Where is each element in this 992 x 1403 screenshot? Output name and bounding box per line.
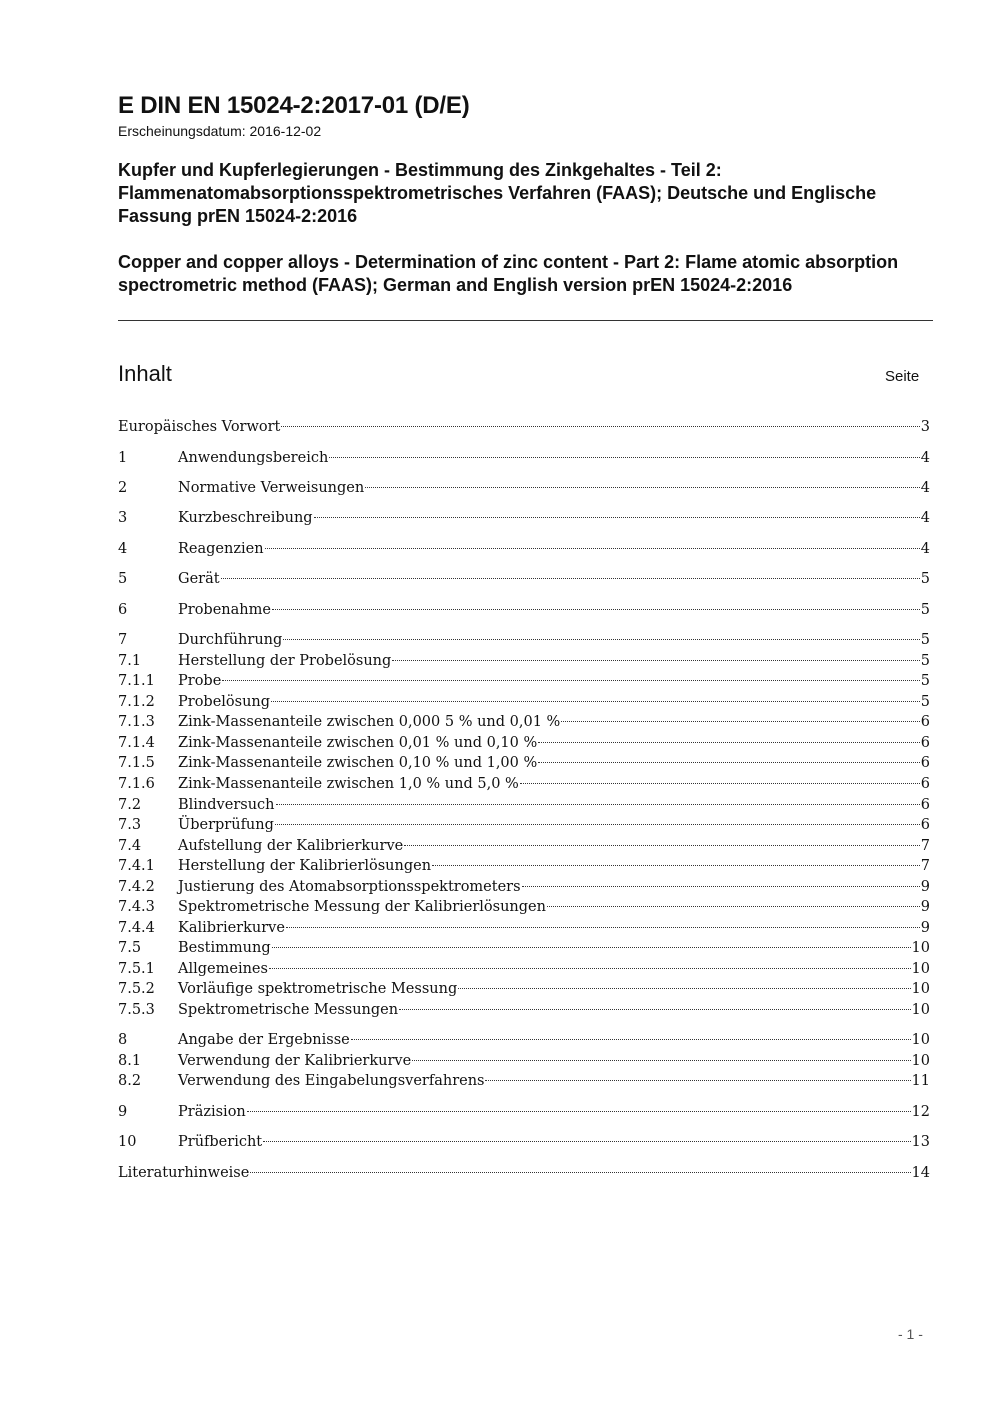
toc-entry-page: 6 [920,776,930,792]
toc-entry[interactable] [118,1000,930,1020]
toc-entry-page: 4 [920,510,930,526]
toc-entry[interactable] [118,959,930,979]
toc-dot-leader [538,742,919,743]
toc-entry-page: 6 [920,755,930,771]
toc-entry-title: Justierung des Atomabsorptionsspektrometers [178,879,521,895]
toc-dot-leader [271,701,920,702]
toc-dot-leader [314,517,920,518]
toc-entry-title: Angabe der Ergebnisse [178,1032,350,1048]
toc-entry-title: Zink-Massenanteile zwischen 0,01 % und 0,10 % [178,735,538,751]
toc-entry[interactable] [118,1102,930,1122]
toc-entry-page: 10 [911,981,930,997]
toc-entry-page: 10 [911,961,930,977]
toc-entry-title: Verwendung des Eingabelungsverfahrens [178,1073,485,1089]
toc-entry[interactable] [118,1163,930,1183]
toc-entry-title: Probelösung [178,694,271,710]
toc-entry-page: 9 [920,879,930,895]
toc-entry-number: 7.3 [118,817,142,833]
toc-dot-leader [547,906,920,907]
toc-dot-leader [458,988,910,989]
toc-dot-leader [272,947,911,948]
toc-entry-page: 6 [920,714,930,730]
toc-entry[interactable] [118,836,930,856]
toc-entry-number: 7.2 [118,797,142,813]
toc-entry[interactable] [118,795,930,815]
toc-entry-title: Überprüfung [178,817,274,833]
toc-entry-page: 12 [911,1104,930,1120]
toc-entry-title: Literaturhinweise [118,1165,250,1181]
toc-entry-number: 10 [118,1134,137,1150]
toc-dot-leader [561,721,919,722]
toc-entry-number: 7.1.3 [118,714,155,730]
toc-dot-leader [286,927,920,928]
toc-heading: Inhalt [118,361,172,386]
toc-entry-number: 7.1 [118,653,142,669]
toc-entry-number: 5 [118,571,128,587]
toc-entry[interactable] [118,539,930,559]
toc-dot-leader [275,824,920,825]
toc-entry-page: 7 [920,838,930,854]
toc-entry[interactable] [118,897,930,917]
toc-entry-title: Kurzbeschreibung [178,510,313,526]
toc-entry-page: 4 [920,541,930,557]
toc-entry[interactable] [118,692,930,712]
toc-entry[interactable] [118,508,930,528]
toc-entry[interactable] [118,651,930,671]
toc-entry[interactable] [118,417,930,437]
toc-entry-page: 9 [920,899,930,915]
toc-dot-leader [250,1172,910,1173]
toc-dot-leader [329,457,919,458]
toc-entry-page: 5 [920,632,930,648]
toc-dot-leader [269,968,911,969]
toc-entry-number: 7.1.5 [118,755,155,771]
title-german: Kupfer und Kupferlegierungen - Bestimmung des Zinkgehaltes - Teil 2: Flammenatomabsorptionsspektrometrisches Verfahren (FAAS); Deutsche und Englische Fassung prEN 15024-2:2016 [118,160,877,226]
toc-entry[interactable] [118,877,930,897]
toc-entry[interactable] [118,979,930,999]
toc-entry-title: Herstellung der Kalibrierlösungen [178,858,432,874]
toc-entry-title: Zink-Massenanteile zwischen 0,000 5 % und 0,01 % [178,714,561,730]
toc-entry-page: 3 [920,419,930,435]
toc-entry[interactable] [118,938,930,958]
toc-entry-number: 7.4.2 [118,879,155,895]
toc-entry-page: 5 [920,653,930,669]
toc-entry-number: 7.5.3 [118,1002,155,1018]
toc-entry-number: 7.4.1 [118,858,155,874]
toc-entry-title: Aufstellung der Kalibrierkurve [178,838,404,854]
toc-entry-page: 5 [920,673,930,689]
toc-entry[interactable] [118,569,930,589]
toc-entry[interactable] [118,774,930,794]
toc-entry-number: 7.5.2 [118,981,155,997]
toc-entry-number: 7.1.2 [118,694,155,710]
toc-entry-number: 7.4.3 [118,899,155,915]
toc-dot-leader [272,609,920,610]
toc-entry-page: 10 [911,1053,930,1069]
toc-entry-number: 6 [118,602,128,618]
toc-dot-leader [520,783,920,784]
toc-entry-page: 6 [920,735,930,751]
toc-entry-page: 5 [920,571,930,587]
toc-entry[interactable] [118,478,930,498]
toc-entry-page: 6 [920,817,930,833]
page-number: - 1 - [898,1326,923,1342]
toc-entry-title: Probenahme [178,602,271,618]
toc-entry-number: 7.1.6 [118,776,155,792]
toc-entry-number: 2 [118,480,128,496]
toc-entry-title: Allgemeines [178,961,268,977]
toc-entry-number: 7.4 [118,838,142,854]
toc-entry-title: Verwendung der Kalibrierkurve [178,1053,412,1069]
toc-dot-leader [399,1009,910,1010]
toc-entry-page: 6 [920,797,930,813]
toc-entry-number: 9 [118,1104,128,1120]
toc-entry-title: Herstellung der Probelösung [178,653,392,669]
toc-dot-leader [276,804,920,805]
toc-entry[interactable] [118,671,930,691]
toc-dot-leader [404,845,920,846]
toc-entry-number: 1 [118,450,128,466]
toc-entry[interactable] [118,856,930,876]
toc-entry-number: 8.2 [118,1073,142,1089]
toc-entry-page: 10 [911,940,930,956]
toc-entry-title: Präzision [178,1104,246,1120]
toc-page-column-heading: Seite [885,368,920,385]
toc-entry-title: Zink-Massenanteile zwischen 0,10 % und 1,00 % [178,755,538,771]
toc-entry-page: 13 [911,1134,930,1150]
toc-entry[interactable] [118,815,930,835]
toc-entry-number: 8 [118,1032,128,1048]
toc-entry-title: Kalibrierkurve [178,920,285,936]
toc-entry[interactable] [118,918,930,938]
toc-entry-title: Gerät [178,571,220,587]
toc-entry-title: Blindversuch [178,797,275,813]
toc-dot-leader [221,578,920,579]
toc-entry[interactable] [118,600,930,620]
toc-entry-number: 7 [118,632,128,648]
toc-dot-leader [283,639,919,640]
toc-entry-number: 3 [118,510,128,526]
toc-dot-leader [432,865,920,866]
toc-entry[interactable] [118,1051,930,1071]
toc-entry-page: 4 [920,450,930,466]
toc-dot-leader [522,886,920,887]
toc-entry-page: 4 [920,480,930,496]
document-title: E DIN EN 15024-2:2017-01 (D/E) [118,92,470,119]
toc-entry[interactable] [118,753,930,773]
toc-entry[interactable] [118,1071,930,1091]
toc-entry-title: Probe [178,673,222,689]
toc-dot-leader [247,1111,911,1112]
toc-entry-title: Bestimmung [178,940,271,956]
toc-dot-leader [263,1141,910,1142]
toc-entry[interactable] [118,630,930,650]
toc-dot-leader [281,426,919,427]
toc-entry-number: 7.1.4 [118,735,155,751]
toc-dot-leader [412,1060,910,1061]
toc-entry-number: 7.4.4 [118,920,155,936]
toc-entry[interactable] [118,733,930,753]
toc-entry[interactable] [118,1030,930,1050]
toc-entry-number: 7.5 [118,940,142,956]
toc-entry-page: 10 [911,1002,930,1018]
toc-entry-page: 10 [911,1032,930,1048]
toc-dot-leader [365,487,920,488]
toc-entry[interactable] [118,1132,930,1152]
toc-entry-page: 11 [911,1073,930,1089]
toc-dot-leader [222,680,919,681]
toc-dot-leader [351,1039,911,1040]
toc-entry-title: Vorläufige spektrometrische Messung [178,981,458,997]
publication-date: Erscheinungsdatum: 2016-12-02 [118,123,322,139]
toc-entry-number: 7.5.1 [118,961,155,977]
toc-entry-page: 7 [920,858,930,874]
toc-dot-leader [265,548,920,549]
toc-entry-number: 8.1 [118,1053,142,1069]
toc-entry-page: 9 [920,920,930,936]
toc-entry-page: 5 [920,694,930,710]
title-english: Copper and copper alloys - Determination of zinc content - Part 2: Flame atomic absorption spectrometric method (FAAS); German and English version prEN 15024-2:2016 [118,252,899,295]
header-divider [118,320,933,321]
toc-dot-leader [538,762,919,763]
toc-entry[interactable] [118,712,930,732]
toc-entry-title: Prüfbericht [178,1134,263,1150]
toc-entry-page: 5 [920,602,930,618]
toc-entry[interactable] [118,448,930,468]
toc-dot-leader [485,1080,910,1081]
toc-entry-number: 7.1.1 [118,673,155,689]
toc-entry-title: Durchführung [178,632,283,648]
toc-entry-title: Spektrometrische Messungen [178,1002,399,1018]
toc-entry-page: 14 [911,1165,930,1181]
toc-entry-title: Spektrometrische Messung der Kalibrierlösungen [178,899,546,915]
toc-entry-number: 4 [118,541,128,557]
toc-entry-title: Reagenzien [178,541,264,557]
toc-entry-title: Normative Verweisungen [178,480,365,496]
toc-entry-title: Europäisches Vorwort [118,419,281,435]
toc-entry-title: Anwendungsbereich [178,450,329,466]
toc-entry-title: Zink-Massenanteile zwischen 1,0 % und 5,0 % [178,776,519,792]
toc-dot-leader [392,660,919,661]
